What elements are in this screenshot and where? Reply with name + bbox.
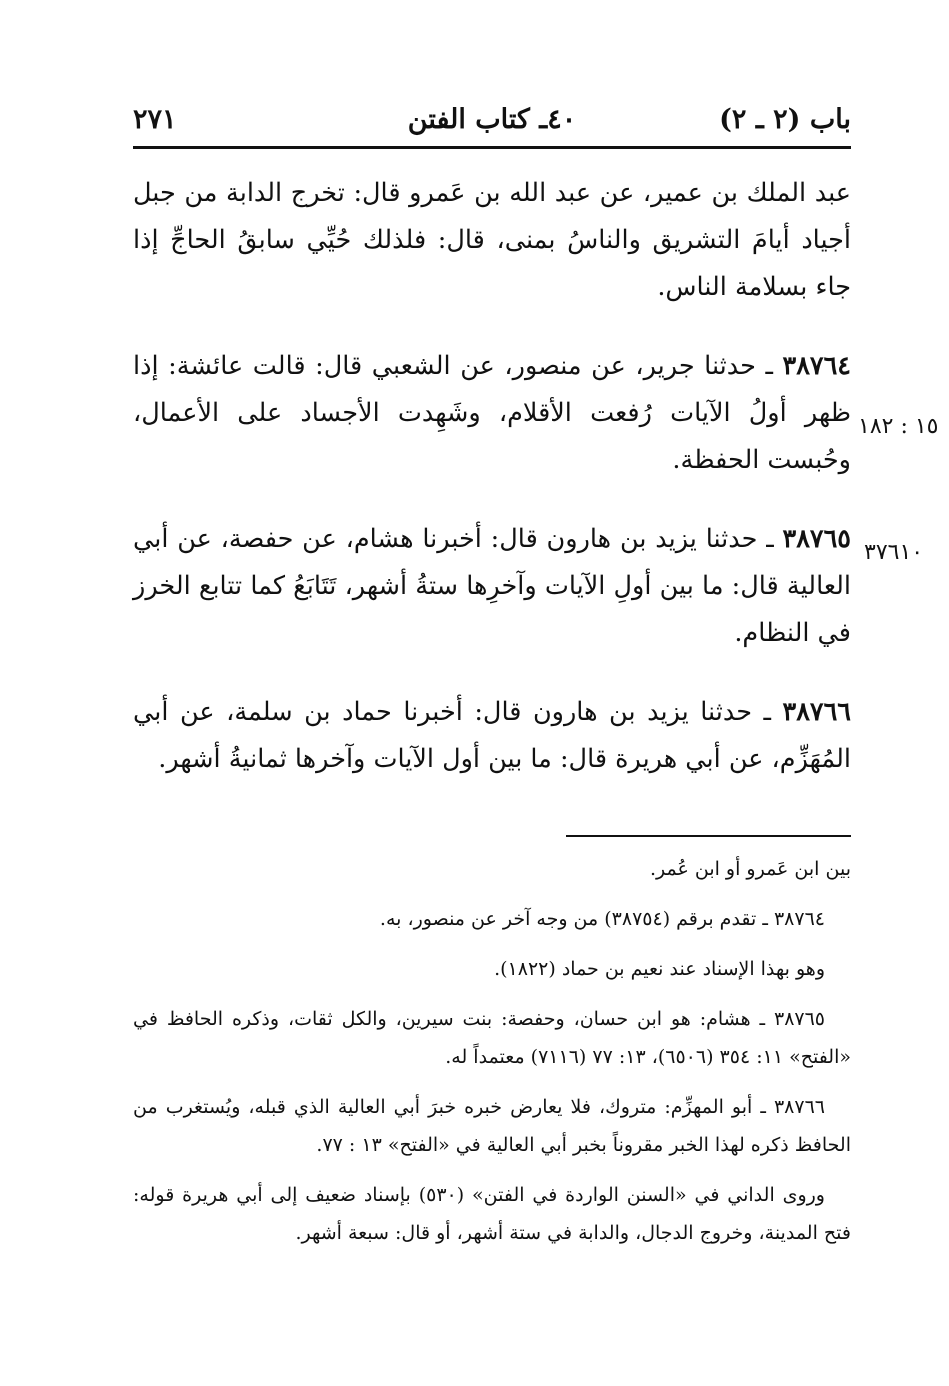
margin-reference-2: ٣٧٦١٠ bbox=[864, 540, 924, 565]
footnote-separator bbox=[566, 835, 851, 837]
hadith-text: ـ حدثنا يزيد بن هارون قال: أخبرنا حماد بن سلمة، عن أبي المُهَزِّم، عن أبي هريرة قال: ما بين أول الآيات وآخرها ثمانيةُ أشهر. bbox=[133, 697, 851, 774]
hadith-38764 bbox=[133, 343, 851, 484]
footnote-6: وروى الداني في «السنن الواردة في الفتن» (٥٣٠) بإسناد ضعيف إلى أبي هريرة قوله: فتح المدينة، وخروج الدجال، والدابة في ستة أشهر، أو قال: سبعة أشهر. bbox=[133, 1184, 851, 1244]
hadith-38766 bbox=[133, 689, 851, 783]
hadith-text: ـ حدثنا يزيد بن هارون قال: أخبرنا هشام، عن حفصة، عن أبي العالية قال: ما بين أولِ الآيات وآخرِها ستةُ أشهر، تَتَابَعُ كما تتابع الخرز في النظام. bbox=[133, 524, 851, 648]
hadith-number: ٣٨٧٦٤ bbox=[782, 351, 851, 381]
page-header bbox=[133, 100, 851, 144]
footnote-4: ٣٨٧٦٥ ـ هشام: هو ابن حسان، وحفصة: بنت سيرين، والكل ثقات، وذكره الحافظ في «الفتح» ١١: ٣٥٤ (٦٥٠٦)، ١٣: ٧٧ (٧١١٦) معتمداً له. bbox=[133, 1008, 851, 1068]
page-number: ٢٧١ bbox=[133, 104, 177, 135]
footnote-5: ٣٨٧٦٦ ـ أبو المهزِّم: متروك، فلا يعارض خبره خبرَ أبي العالية الذي قبله، ويُستغرب من الحافظ ذكره لهذا الخبر مقروناً بخبر أبي العالية في «الفتح» ١٣ : ٧٧. bbox=[133, 1096, 851, 1156]
hadith-text: ـ حدثنا جرير، عن منصور، عن الشعبي قال: قالت عائشة: إذا ظهر أولُ الآيات رُفعت الأقلام، وشَهِدت الأجساد على الأعمال، وحُبست الحفظة. bbox=[133, 351, 851, 475]
footnote-1: بين ابن عَمرو أو ابن عُمر. bbox=[649, 858, 851, 880]
footnote-3: وهو بهذا الإسناد عند نعيم بن حماد (١٨٢٢). bbox=[494, 958, 825, 980]
margin-reference-1: ١٥ : ١٨٢ bbox=[858, 414, 939, 439]
footnote-2: ٣٨٧٦٤ ـ تقدم برقم (٣٨٧٥٤) من وجه آخر عن منصور، به. bbox=[379, 908, 825, 930]
hadith-number: ٣٨٧٦٥ bbox=[782, 524, 851, 554]
chapter-heading: باب (٢ ـ ٢) bbox=[719, 104, 851, 135]
main-text bbox=[133, 170, 851, 815]
paragraph-continuation: عبد الملك بن عمير، عن عبد الله بن عَمرو قال: تخرج الدابة من جبل أجياد أيامَ التشريق والناسُ بمنى، قال: فلذلك حُيِّي سابقُ الحاجِّ إذا جاء بسلامة الناس. bbox=[133, 178, 851, 302]
hadith-number: ٣٨٧٦٦ bbox=[782, 697, 851, 727]
footnotes bbox=[133, 850, 851, 1264]
book-title: ٤٠ـ كتاب الفتن bbox=[407, 104, 577, 135]
header-rule bbox=[133, 146, 851, 149]
hadith-38765 bbox=[133, 516, 851, 657]
